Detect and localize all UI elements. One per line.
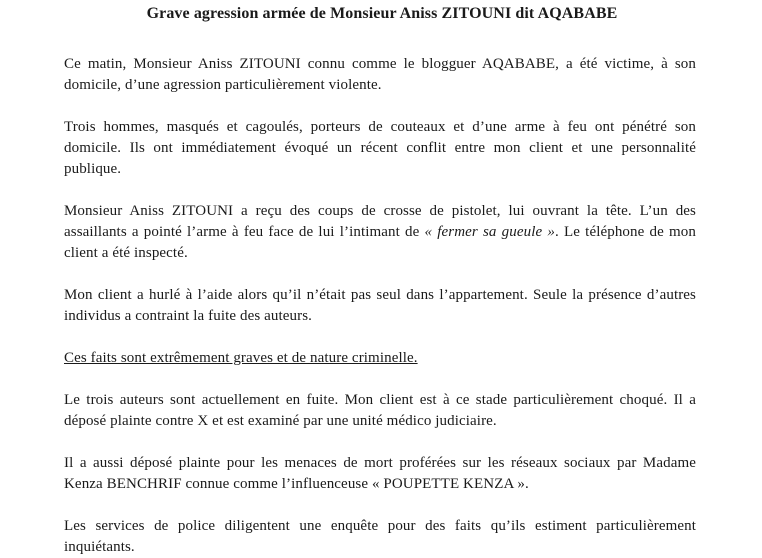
paragraph-6: Le trois auteurs sont actuellement en fuite. Mon client est à ce stade particulièrement choqué. Il a déposé plainte contre X et est examiné par une unité médico judiciaire.: [64, 392, 696, 429]
paragraph-5-underlined: Ces faits sont extrêmement graves et de nature criminelle.: [64, 350, 418, 366]
paragraph-3: [64, 201, 696, 264]
paragraph-1: Ce matin, Monsieur Aniss ZITOUNI connu comme le blogguer AQABABE, a été victime, à son domicile, d’une agression particulièrement violente.: [64, 56, 696, 93]
document-title: Grave agression armée de Monsieur Aniss ZITOUNI dit AQABABE: [146, 5, 618, 22]
paragraph-7: Il a aussi déposé plainte pour les menaces de mort proférées sur les réseaux sociaux par Madame Kenza BENCHRIF connue comme l’influenceuse « POUPETTE KENZA ».: [64, 455, 696, 492]
paragraph-3-text-end: . Le téléphone de mon client a été inspecté.: [64, 224, 696, 261]
paragraph-2: Trois hommes, masqués et cagoulés, porteurs de couteaux et d’une arme à feu ont pénétré son domicile. Ils ont immédiatement évoqué un récent conflit entre mon client et une personnalité publique.: [64, 119, 696, 177]
paragraph-3-quote: « fermer sa gueule »: [424, 224, 556, 240]
paragraph-8: Les services de police diligentent une enquête pour des faits qu’ils estiment particulièrement inquiétants.: [64, 518, 696, 555]
paragraph-4: Mon client a hurlé à l’aide alors qu’il n’était pas seul dans l’appartement. Seule la présence d’autres individus a contraint la fuite des auteurs.: [64, 287, 696, 324]
paragraph-3-text-start: Monsieur Aniss ZITOUNI a reçu des coups de crosse de pistolet, lui ouvrant la tête. L’un des assaillants a pointé l’arme à feu face de lui l’intimant de: [64, 203, 696, 240]
paragraph-5: [64, 348, 696, 369]
